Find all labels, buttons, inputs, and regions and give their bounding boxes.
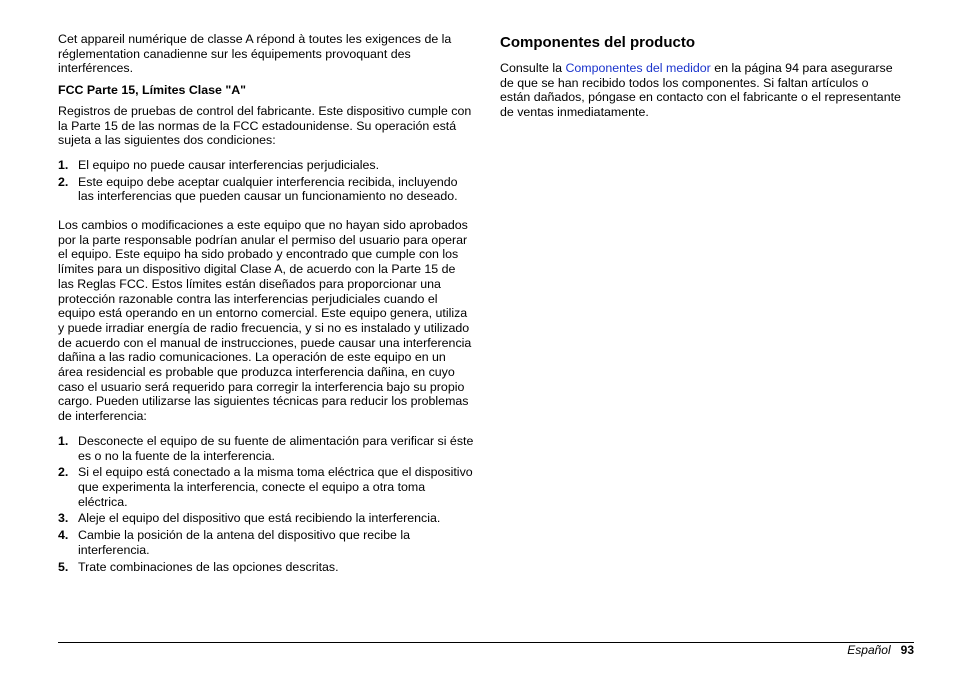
list-text: Aleje el equipo del dispositivo que está recibiendo la interferencia. [78,511,441,526]
changes-paragraph: Los cambios o modificaciones a este equipo que no hayan sido aprobados por la parte responsable podrían anular el permiso del usuario para operar el equipo. Este equipo ha sido probado y encontrado que cumple con los límites para un dispositivo digital Clase A, de acuerdo con la Parte 15 de las Reglas FCC. Estos límites están diseñados para proporcionar una protección razonable contra las interferencias perjudiciales cuando el equipo está operando en un entorno comercial. Este equipo genera, utiliza y puede irradiar energía de radio frecuencia, y si no es instalado y utilizado de acuerdo con el manual de instrucciones, puede causar una interferencia dañina a las radio comunicaciones. La operación de este equipo en un área residencial es probable que produzca interferencia dañina, en cuyo caso el usuario será requerido para corregir la interferencia bajo su propio cargo. Pueden utilizarse las siguientes técnicas para reducir los problemas de interferencia: [58,218,472,424]
list-text: Este equipo debe aceptar cualquier interferencia recibida, incluyendo las interferencias que pueden causar un funcionamiento no deseado. [78,174,458,204]
text-after-link: en la página 94 para asegurarse de que se han recibido todos los componentes. Si faltan artículos o están dañados, póngase en contacto con el fabricante o el representante de ventas inmediatamente. [500,61,901,120]
list-item [58,511,474,526]
list-number: 2. [58,174,69,189]
list-number: 1. [58,433,69,448]
fcc-heading: FCC Parte 15, Límites Clase "A" [58,83,247,98]
text-before-link: Consulte la [500,61,566,75]
page-footer [847,643,914,657]
techniques-list [58,434,474,574]
right-column [500,32,902,127]
list-number: 4. [58,528,69,543]
conditions-list [58,158,474,204]
list-text: Desconecte el equipo de su fuente de alimentación para verificar si éste es o no la fuente de la interferencia. [78,433,474,463]
footer-divider [58,642,914,643]
list-text: Trate combinaciones de las opciones descritas. [78,559,339,574]
list-text: Si el equipo está conectado a la misma toma eléctrica que el dispositivo que experimenta la interferencia, conecte el equipo a otra toma eléctrica. [78,465,473,509]
footer-language: Español [847,643,891,657]
list-item [58,434,474,463]
list-text: El equipo no puede causar interferencias perjudiciales. [78,157,380,172]
list-number: 1. [58,157,69,172]
list-number: 2. [58,465,69,480]
components-link[interactable]: Componentes del medidor [565,61,711,75]
list-item [58,528,474,557]
list-item [58,158,474,173]
components-paragraph [500,61,902,120]
intro-paragraph-fr: Cet appareil numérique de classe A répond à toutes les exigences de la réglementation canadienne sur les équipements provoquant des interférences. [58,32,452,76]
list-number: 5. [58,559,69,574]
section-heading: Componentes del producto [500,34,695,51]
list-text: Cambie la posición de la antena del dispositivo que recibe la interferencia. [78,528,411,557]
list-item [58,560,474,575]
fcc-intro-paragraph: Registros de pruebas de control del fabricante. Este dispositivo cumple con la Parte 15 de las normas de la FCC estadounidense. Su operación está sujeta a las siguientes dos condiciones: [58,103,472,148]
page-number: 93 [900,643,914,657]
list-item [58,175,474,204]
left-column [58,32,474,588]
list-number: 3. [58,511,69,526]
list-item [58,465,474,509]
